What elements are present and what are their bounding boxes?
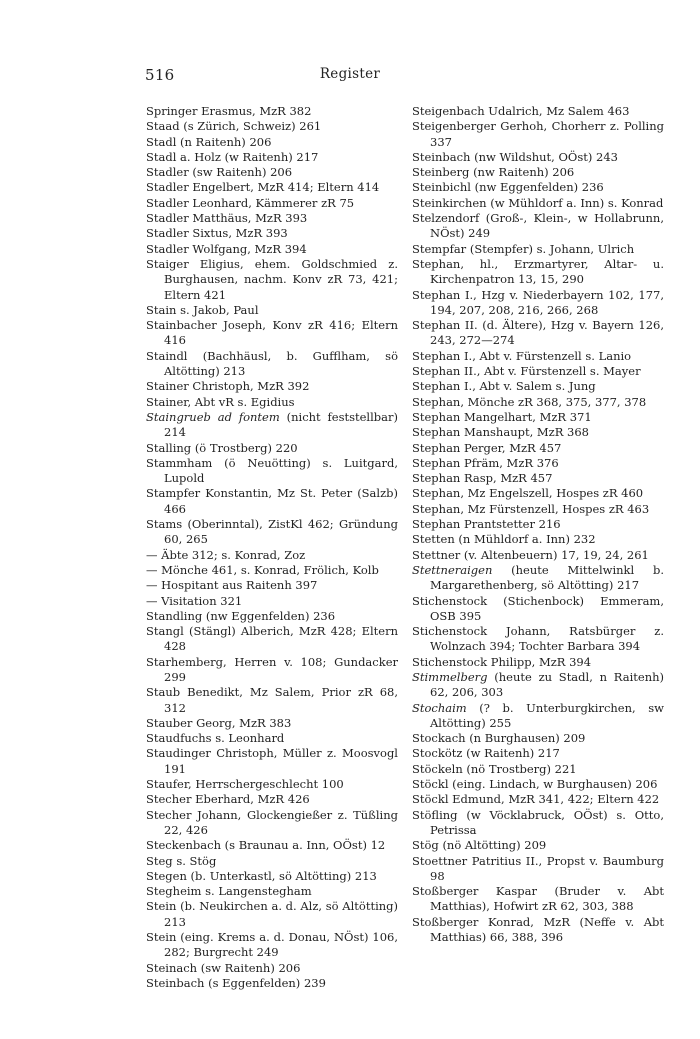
index-entry (412, 670, 664, 701)
index-entry-text: Steinach (sw Raitenh) 206 (146, 960, 301, 975)
index-entry (412, 456, 664, 471)
index-entry-text: (heute Mittelwinkl b. Margarethenberg, sö Altötting) 217 (430, 562, 664, 593)
index-entry-text: Stephan Perger, MzR 457 (412, 440, 562, 455)
index-entry-text: — Mönche 461, s. Konrad, Frölich, Kolb (146, 562, 379, 577)
index-entry-italic-term: Stochaim (412, 700, 467, 715)
index-entry-text: Standling (nw Eggenfelden) 236 (146, 608, 336, 623)
index-entry-text: — Visitation 321 (146, 593, 243, 608)
index-entry-text: Stadler Leonhard, Kämmerer zR 75 (146, 195, 355, 210)
index-entry-text: Stangl (Stängl) Alberich, MzR 428; Eltern 428 (146, 624, 398, 654)
index-entry-text: Stettner (v. Altenbeuern) 17, 19, 24, 261 (412, 547, 649, 562)
index-entry (146, 854, 398, 869)
index-entry-text: Stams (Oberinntal), ZistKl 462; Gründung 60, 265 (146, 517, 398, 547)
index-entry-text: Stöckl (eing. Lindach, w Burghausen) 206 (412, 777, 658, 792)
index-entry (146, 808, 398, 839)
index-entry-text: Stelzendorf (Groß-, Klein-, w Hollabrunn, NÖst) 249 (412, 211, 664, 241)
index-entry (146, 226, 398, 241)
index-entry (146, 318, 398, 349)
index-entry (146, 792, 398, 807)
index-entry (146, 395, 398, 410)
index-entry (412, 425, 664, 440)
index-entry-text: Staiger Eligius, ehem. Goldschmied z. Burghausen, nachm. Konv zR 73, 421; Eltern 421 (146, 256, 398, 302)
index-entry-text: Stein (eing. Krems a. d. Donau, NÖst) 106, 282; Burgrecht 249 (146, 930, 398, 960)
index-entry-text: Starhemberg, Herren v. 108; Gundacker 299 (146, 654, 398, 684)
index-entry-text: (heute zu Stadl, n Raitenh) 62, 206, 303 (430, 669, 664, 700)
index-entry (412, 838, 664, 853)
index-entry (412, 548, 664, 563)
index-entry (412, 884, 664, 915)
index-entry (412, 701, 664, 732)
index-entry-text: Staudinger Christoph, Müller z. Moosvogl 191 (146, 746, 398, 776)
index-entry-text: Stephan, Mönche zR 368, 375, 377, 378 (412, 394, 647, 409)
index-entry (412, 288, 664, 319)
index-entry (412, 180, 664, 195)
index-entry (412, 808, 664, 839)
index-entry-text: Stephan I., Hzg v. Niederbayern 102, 177, 194, 207, 208, 216, 266, 268 (412, 287, 664, 317)
index-entry (412, 854, 664, 885)
index-entry (412, 594, 664, 625)
index-entry-text: Steinbach (nw Wildshut, OÖst) 243 (412, 149, 618, 164)
index-entry (146, 165, 398, 180)
index-entry-text: Stephan Pfräm, MzR 376 (412, 455, 559, 470)
index-entry (146, 211, 398, 226)
index-column-left (146, 104, 398, 991)
index-entry (146, 869, 398, 884)
index-entry-text: Staub Benedikt, Mz Salem, Prior zR 68, 312 (146, 685, 398, 715)
index-entry-text: Stephan I., Abt v. Salem s. Jung (412, 379, 596, 394)
index-entry (412, 915, 664, 946)
index-entry (412, 486, 664, 501)
index-column-right (412, 104, 664, 945)
index-entry (412, 624, 664, 655)
index-entry (412, 441, 664, 456)
index-entry-text: Stög (nö Altötting) 209 (412, 838, 547, 853)
index-entry-text: Stichenstock Philipp, MzR 394 (412, 654, 592, 669)
index-entry-text: Stadler Engelbert, MzR 414; Eltern 414 (146, 180, 380, 195)
index-entry (146, 303, 398, 318)
index-entry (146, 930, 398, 961)
index-entry (146, 746, 398, 777)
index-entry-text: Stichenstock Johann, Ratsbürger z. Wolnzach 394; Tochter Barbara 394 (412, 624, 664, 654)
index-entry-text: Stalling (ö Trostberg) 220 (146, 440, 298, 455)
index-entry (412, 257, 664, 288)
index-entry-italic-term: Stimmelberg (412, 669, 488, 684)
index-entry-text: Stegen (b. Unterkastl, sö Altötting) 213 (146, 868, 377, 883)
index-entry-text: Stöckeln (nö Trostberg) 221 (412, 761, 577, 776)
index-entry (146, 104, 398, 119)
index-entry (146, 731, 398, 746)
index-entry-italic-term: Staingrueb ad fontem (146, 409, 280, 424)
index-entry (412, 471, 664, 486)
index-entry-text: Stephan, hl., Erzmartyrer, Altar- u. Kirchenpatron 13, 15, 290 (412, 256, 664, 287)
index-entry (412, 165, 664, 180)
index-entry-text: Stöfling (w Vöcklabruck, OÖst) s. Otto, Petrissa (412, 807, 664, 837)
index-entry-text: Steinbichl (nw Eggenfelden) 236 (412, 180, 604, 195)
index-entry-text: Steg s. Stög (146, 853, 217, 868)
index-entry (146, 884, 398, 899)
index-entry (146, 594, 398, 609)
index-entry-text: Staindl (Bachhäusl, b. Gufflham, sö Altötting) 213 (146, 348, 398, 379)
index-entry (412, 364, 664, 379)
index-entry (412, 119, 664, 150)
index-entry-text: Steinberg (nw Raitenh) 206 (412, 165, 575, 180)
index-entry (146, 441, 398, 456)
index-entry (412, 502, 664, 517)
index-entry-text: Stoettner Patritius II., Propst v. Baumburg 98 (412, 853, 664, 883)
index-entry (412, 532, 664, 547)
index-entry (146, 976, 398, 991)
index-entry-text: Steinbach (s Eggenfelden) 239 (146, 975, 326, 990)
index-entry (146, 578, 398, 593)
index-entry (146, 685, 398, 716)
index-entry (412, 318, 664, 349)
index-entry (146, 609, 398, 624)
index-entry-text: Stetten (n Mühldorf a. Inn) 232 (412, 532, 596, 547)
index-entry (146, 379, 398, 394)
running-head: Register (319, 66, 381, 82)
index-entry (412, 410, 664, 425)
index-entry-text: Stoßberger Kaspar (Bruder v. Abt Matthias), Hofwirt zR 62, 303, 388 (412, 884, 664, 914)
index-entry-italic-term: Stettneraigen (412, 562, 493, 577)
index-entry-text: Steinkirchen (w Mühldorf a. Inn) s. Konrad (412, 195, 664, 210)
index-entry-text: Stadler Sixtus, MzR 393 (146, 226, 288, 241)
index-entry (412, 746, 664, 761)
index-entry-text: Stainbacher Joseph, Konv zR 416; Eltern 416 (146, 318, 398, 348)
index-entry (146, 486, 398, 517)
index-entry-text: Stainer Christoph, MzR 392 (146, 379, 310, 394)
index-entry (412, 104, 664, 119)
index-entry (412, 792, 664, 807)
index-entry-text: Stempfar (Stempfer) s. Johann, Ulrich (412, 241, 635, 256)
index-entry (146, 961, 398, 976)
index-entry-text: Staufer, Herrschergeschlecht 100 (146, 777, 344, 792)
index-entry-text: Stockötz (w Raitenh) 217 (412, 746, 560, 761)
index-entry (412, 211, 664, 242)
index-entry-text: Stadler Wolfgang, MzR 394 (146, 241, 307, 256)
index-entry (146, 899, 398, 930)
index-entry-text: Stephan, Mz Fürstenzell, Hospes zR 463 (412, 501, 650, 516)
index-entry (146, 563, 398, 578)
index-entry (412, 762, 664, 777)
index-entry (412, 517, 664, 532)
index-entry-text: Staudfuchs s. Leonhard (146, 731, 285, 746)
index-entry-text: (nicht feststellbar) 214 (164, 409, 398, 440)
index-entry (412, 655, 664, 670)
index-entry (146, 410, 398, 441)
index-entry-text: Stephan Mangelhart, MzR 371 (412, 409, 592, 424)
index-entry-text: Stadler (sw Raitenh) 206 (146, 165, 293, 180)
index-entry (412, 777, 664, 792)
index-entry-text: Stammham (ö Neuötting) s. Luitgard, Lupold (146, 455, 398, 486)
index-entry-text: Stephan II., Abt v. Fürstenzell s. Mayer (412, 364, 641, 379)
index-entry (146, 456, 398, 487)
index-entry-text: Steigenbach Udalrich, Mz Salem 463 (412, 104, 630, 118)
index-entry-text: Staad (s Zürich, Schweiz) 261 (146, 119, 322, 134)
index-entry-text: Stephan II. (d. Ältere), Hzg v. Bayern 126, 243, 272—274 (412, 318, 664, 348)
index-entry-text: Stichenstock (Stichenbock) Emmeram, OSB 395 (412, 593, 664, 623)
index-entry (412, 379, 664, 394)
index-entry (146, 624, 398, 655)
index-entry-text: — Hospitant aus Raitenh 397 (146, 578, 318, 593)
index-entry-text: Steckenbach (s Braunau a. Inn, OÖst) 12 (146, 838, 386, 853)
index-entry (146, 716, 398, 731)
index-entry-text: Stadl (n Raitenh) 206 (146, 134, 272, 149)
index-entry (146, 135, 398, 150)
index-entry-text: Stadl a. Holz (w Raitenh) 217 (146, 149, 319, 164)
index-entry (146, 838, 398, 853)
index-entry (412, 196, 664, 211)
index-entry (146, 180, 398, 195)
index-entry (146, 196, 398, 211)
index-entry-text: Springer Erasmus, MzR 382 (146, 104, 312, 118)
index-entry (146, 655, 398, 686)
index-entry-text: (? b. Unterburgkirchen, sw Altötting) 255 (430, 700, 664, 730)
index-entry-text: Stadler Matthäus, MzR 393 (146, 211, 308, 226)
index-entry (412, 395, 664, 410)
index-entry-text: Stegheim s. Langenstegham (146, 884, 312, 899)
index-entry (412, 242, 664, 257)
index-entry-text: Stein (b. Neukirchen a. d. Alz, sö Altötting) 213 (146, 899, 398, 929)
index-entry-text: Stauber Georg, MzR 383 (146, 715, 292, 730)
index-entry-text: Stephan I., Abt v. Fürstenzell s. Lanio (412, 348, 632, 363)
index-entry (412, 563, 664, 594)
index-entry-text: Stainer, Abt vR s. Egidius (146, 394, 295, 409)
index-entry (146, 119, 398, 134)
index-entry-text: Steigenberger Gerhoh, Chorherr z. Polling 337 (412, 119, 664, 149)
index-entry-text: Stecher Johann, Glockengießer z. Tüßling 22, 426 (146, 807, 398, 837)
page-number: 516 (145, 66, 175, 84)
index-entry (412, 349, 664, 364)
index-entry (146, 242, 398, 257)
index-entry (146, 517, 398, 548)
index-entry-text: Stöckl Edmund, MzR 341, 422; Eltern 422 (412, 792, 660, 807)
index-entry (146, 257, 398, 303)
index-entry-text: Stampfer Konstantin, Mz St. Peter (Salzb) 466 (146, 486, 398, 516)
index-entry (146, 777, 398, 792)
index-entry-text: Stephan Manshaupt, MzR 368 (412, 425, 589, 440)
index-entry-text: Stockach (n Burghausen) 209 (412, 731, 586, 746)
index-entry (146, 349, 398, 380)
index-entry (146, 548, 398, 563)
index-entry-text: Stecher Eberhard, MzR 426 (146, 792, 310, 807)
index-entry (412, 731, 664, 746)
index-entry-text: Stephan Rasp, MzR 457 (412, 471, 553, 486)
index-entry-text: — Äbte 312; s. Konrad, Zoz (146, 547, 306, 562)
index-entry (412, 150, 664, 165)
index-entry-text: Stoßberger Konrad, MzR (Neffe v. Abt Matthias) 66, 388, 396 (412, 914, 664, 945)
index-entry-text: Stephan, Mz Engelszell, Hospes zR 460 (412, 486, 644, 501)
index-entry-text: Stephan Prantstetter 216 (412, 517, 561, 532)
index-entry (146, 150, 398, 165)
index-entry-text: Stain s. Jakob, Paul (146, 302, 259, 317)
